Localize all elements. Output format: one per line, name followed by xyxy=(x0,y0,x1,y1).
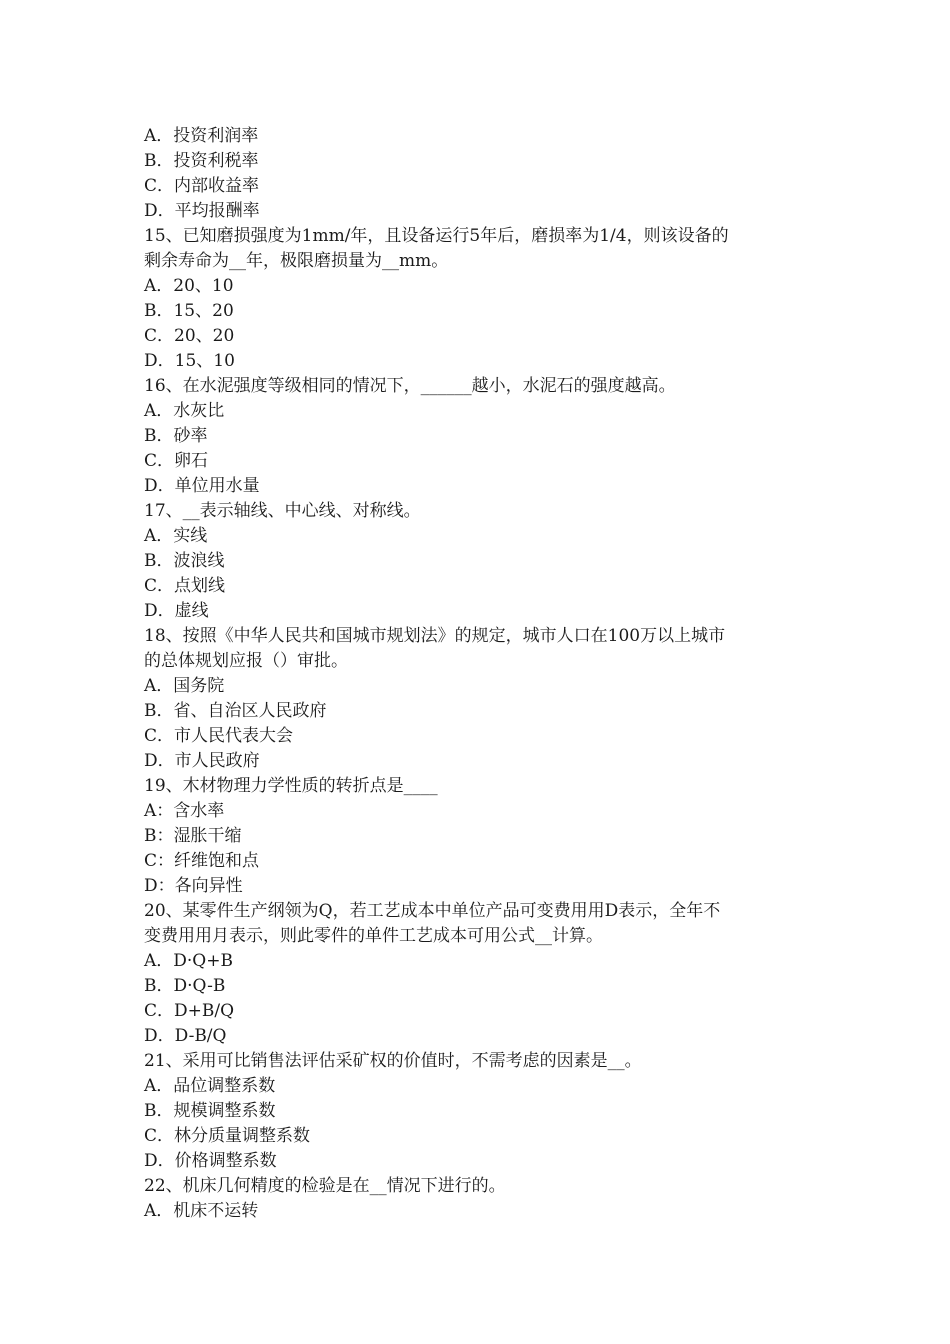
question-20-line-2: 变费用用月表示，则此零件的单件工艺成本可用公式__计算。 xyxy=(144,926,603,946)
option-a: A．机床不运转 xyxy=(144,1201,259,1221)
option-a: A．国务院 xyxy=(144,676,225,696)
question-15-line-2: 剩余寿命为__年，极限磨损量为__mm。 xyxy=(144,251,449,271)
option-a: A．品位调整系数 xyxy=(144,1076,276,1096)
option-c: C．D+B/Q xyxy=(144,1001,235,1021)
question-17: 17、__表示轴线、中心线、对称线。 xyxy=(144,501,421,521)
option-b: B．15、20 xyxy=(144,301,234,321)
question-16: 16、在水泥强度等级相同的情况下，______越小，水泥石的强度越高。 xyxy=(144,376,676,396)
option-b: B．波浪线 xyxy=(144,551,225,571)
question-22: 22、机床几何精度的检验是在__情况下进行的。 xyxy=(144,1176,506,1196)
question-text-block xyxy=(144,124,814,1224)
question-18-line-1: 18、按照《中华人民共和国城市规划法》的规定，城市人口在100万以上城市 xyxy=(144,626,726,646)
option-b: B．省、自治区人民政府 xyxy=(144,701,327,721)
option-c: C．林分质量调整系数 xyxy=(144,1126,311,1146)
option-a: A．实线 xyxy=(144,526,208,546)
option-a: A：含水率 xyxy=(144,801,225,821)
question-15-line-1: 15、已知磨损强度为1mm/年，且设备运行5年后，磨损率为1/4，则该设备的 xyxy=(144,226,729,246)
question-19: 19、木材物理力学性质的转折点是____ xyxy=(144,776,438,796)
option-d: D．D-B/Q xyxy=(144,1026,227,1046)
option-a: A．水灰比 xyxy=(144,401,225,421)
option-d: D．虚线 xyxy=(144,601,209,621)
option-b: B．砂率 xyxy=(144,426,208,446)
option-c: C．20、20 xyxy=(144,326,235,346)
option-d: D．平均报酬率 xyxy=(144,201,260,221)
option-a: A．投资利润率 xyxy=(144,126,259,146)
option-a: A．20、10 xyxy=(144,276,234,296)
option-c: C：纤维饱和点 xyxy=(144,851,260,871)
option-c: C．点划线 xyxy=(144,576,226,596)
option-b: B．投资利税率 xyxy=(144,151,259,171)
option-c: C．内部收益率 xyxy=(144,176,260,196)
option-b: B：湿胀干缩 xyxy=(144,826,242,846)
option-b: B．D·Q-B xyxy=(144,976,226,996)
question-18-line-2: 的总体规划应报（）审批。 xyxy=(144,651,348,671)
option-d: D．15、10 xyxy=(144,351,235,371)
option-c: C．卵石 xyxy=(144,451,209,471)
option-d: D：各向异性 xyxy=(144,876,243,896)
option-d: D．价格调整系数 xyxy=(144,1151,277,1171)
option-d: D．市人民政府 xyxy=(144,751,260,771)
option-c: C．市人民代表大会 xyxy=(144,726,294,746)
question-20-line-1: 20、某零件生产纲领为Q，若工艺成本中单位产品可变费用用D表示，全年不 xyxy=(144,901,721,921)
option-a: A．D·Q+B xyxy=(144,951,233,971)
option-d: D．单位用水量 xyxy=(144,476,260,496)
option-b: B．规模调整系数 xyxy=(144,1101,276,1121)
question-21: 21、采用可比销售法评估采矿权的价值时，不需考虑的因素是__。 xyxy=(144,1051,642,1071)
